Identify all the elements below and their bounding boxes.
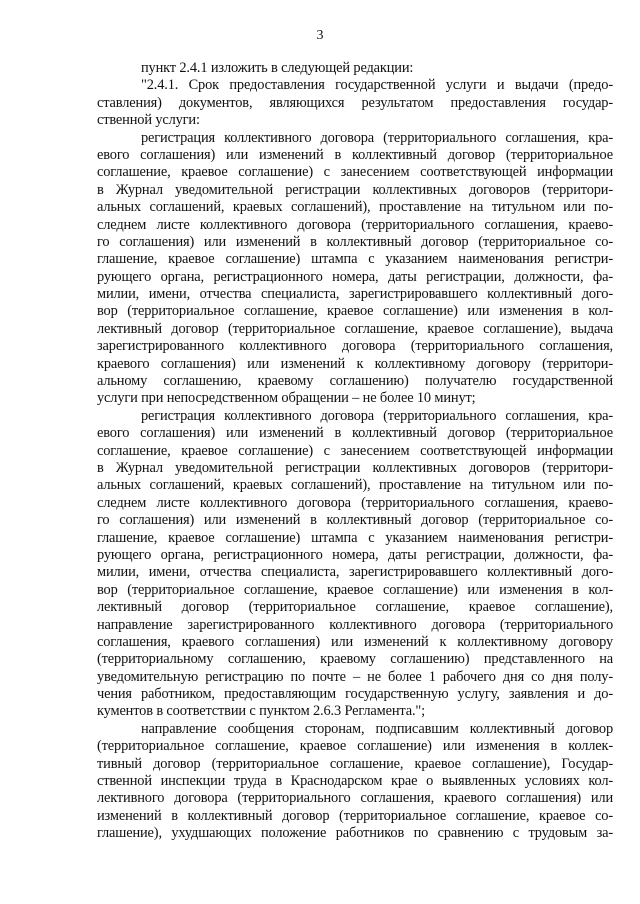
text-line: регистрация коллективного договора (территориального соглашения, кра- bbox=[141, 129, 613, 146]
text-line: соглашения, краевого соглашения) или изменений к коллективному договору bbox=[97, 633, 613, 650]
text-line: "2.4.1. Срок предоставления государственной услуги и выдачи (предо- bbox=[141, 77, 613, 94]
text-line: евого соглашения) или изменений в коллективный договор (территориальное bbox=[97, 146, 613, 163]
text-line: вор (территориальное соглашение, краевое соглашение) или изменения в кол- bbox=[97, 303, 613, 320]
text-line: (территориальному соглашению, краевому соглашению) представленного на bbox=[97, 651, 613, 668]
text-line: евого соглашения) или изменений в коллективный договор (территориальное bbox=[97, 425, 613, 442]
text-line: изменений в коллективный договор (территориальное соглашение, краевое со- bbox=[97, 807, 613, 824]
text-line: краевого соглашения) или изменений к коллективному договору (территори- bbox=[97, 355, 613, 372]
text-line: зарегистрированного коллективного договора (территориального соглашения, bbox=[97, 338, 613, 355]
text-line: кументов в соответствии с пунктом 2.6.3 Регламента."; bbox=[97, 703, 425, 720]
text-line: (территориальное соглашение, краевое соглашение) или изменения в коллек- bbox=[97, 738, 613, 755]
text-line: лективный договор (территориальное соглашение, краевое соглашение), bbox=[97, 599, 613, 616]
text-line: чения работником, предоставляющим государственную услугу, заявления и до- bbox=[97, 686, 613, 703]
text-line: следнем листе коллективного договора (территориального соглашения, краево- bbox=[97, 216, 613, 233]
text-line: рующего органа, регистрационного номера, даты регистрации, должности, фа- bbox=[97, 268, 613, 285]
text-line: вор (территориальное соглашение, краевое соглашение) или изменения в кол- bbox=[97, 581, 613, 598]
text-line: пункт 2.4.1 изложить в следующей редакции: bbox=[141, 60, 414, 76]
text-line: уведомительную регистрацию по почте – не более 1 рабочего дня со дня полу- bbox=[97, 668, 613, 685]
text-line: глашение), ухудшающих положение работников по сравнению с трудовым за- bbox=[97, 825, 613, 842]
text-line: услуги при непосредственном обращении – не более 10 минут; bbox=[97, 390, 476, 407]
text-line: альному соглашению, краевому соглашению) получателю государственной bbox=[97, 373, 613, 390]
text-line: соглашение, краевое соглашение) с занесением соответствующей информации bbox=[97, 442, 613, 459]
text-line: следнем листе коллективного договора (территориального соглашения, краево- bbox=[97, 494, 613, 511]
text-line: глашение, краевое соглашение) штампа с указанием наименования регистри- bbox=[97, 251, 613, 268]
text-line: альных соглашений, краевых соглашений), проставление на титульном или по- bbox=[97, 477, 613, 494]
text-line: милии, имени, отчества специалиста, зарегистрировавшего коллективный дого- bbox=[97, 286, 613, 303]
text-line: ственной инспекции труда в Краснодарском крае о выявленных условиях кол- bbox=[97, 773, 613, 790]
text-line: глашение, краевое соглашение) штампа с указанием наименования регистри- bbox=[97, 529, 613, 546]
text-line: го соглашения) или изменений в коллективный договор (территориальное со- bbox=[97, 512, 613, 529]
text-line: в Журнал уведомительной регистрации коллективных договоров (территори- bbox=[97, 459, 613, 476]
page-number: 3 bbox=[316, 28, 324, 43]
text-line: альных соглашений, краевых соглашений), проставление на титульном или по- bbox=[97, 199, 613, 216]
text-line: ственной услуги: bbox=[97, 112, 200, 129]
text-line: регистрация коллективного договора (территориального соглашения, кра- bbox=[141, 407, 613, 424]
body-text bbox=[97, 60, 613, 843]
text-line: направление сообщения сторонам, подписавшим коллективный договор bbox=[141, 720, 613, 737]
text-line: рующего органа, регистрационного номера, даты регистрации, должности, фа- bbox=[97, 546, 613, 563]
text-line: лективный договор (территориальное соглашение, краевое соглашение), выдача bbox=[97, 320, 613, 337]
text-line: го соглашения) или изменений в коллективный договор (территориальное со- bbox=[97, 233, 613, 250]
text-line: тивный договор (территориальное соглашение, краевое соглашение), Государ- bbox=[97, 755, 613, 772]
text-line: направление зарегистрированного коллективного договора (территориального bbox=[97, 616, 613, 633]
text-line: милии, имени, отчества специалиста, зарегистрировавшего коллективный дого- bbox=[97, 564, 613, 581]
text-line: соглашение, краевое соглашение) с занесением соответствующей информации bbox=[97, 164, 613, 181]
text-line: ставления) документов, являющихся результатом предоставления государ- bbox=[97, 94, 613, 111]
text-line: лективного договора (территориального соглашения, краевого соглашения) или bbox=[97, 790, 613, 807]
text-line: в Журнал уведомительной регистрации коллективных договоров (территори- bbox=[97, 181, 613, 198]
